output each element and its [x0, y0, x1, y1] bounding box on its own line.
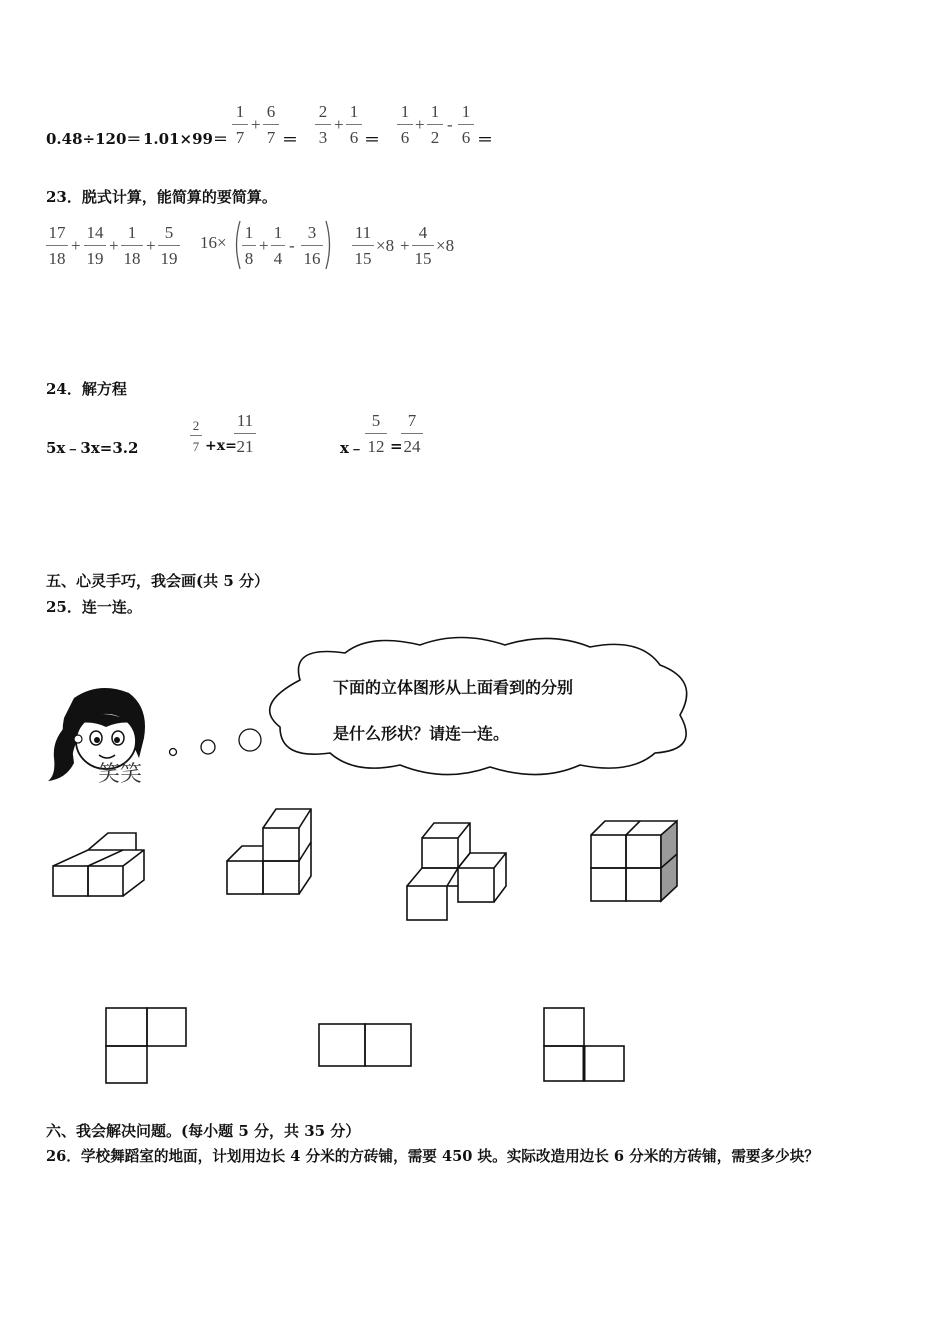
solid-figure-4 [588, 818, 688, 908]
bubble-text-line-1: 下面的立体图形从上面看到的分别 [333, 678, 574, 697]
fraction: 11 15 [352, 223, 374, 269]
q23-title: 23．脱式计算，能简算的要简算。 [46, 188, 277, 206]
multiplier: 16× [200, 233, 227, 252]
fraction: 5 12 [365, 411, 387, 457]
top-view-2 [316, 1021, 416, 1071]
top-view-1 [103, 1005, 193, 1090]
fraction: 11 21 [234, 411, 256, 457]
q22-item-1: 0.48÷120＝ [46, 130, 142, 148]
section-6-heading: 六、我会解决问题。(每小题 5 分，共 35 分） [46, 1122, 361, 1140]
fraction: 1 6 [397, 102, 413, 148]
equals: = [390, 437, 403, 455]
right-paren [324, 220, 334, 270]
fraction: 7 24 [401, 411, 423, 457]
bubble-text-line-2: 是什么形状？请连一连。 [333, 724, 510, 743]
operator: + [109, 236, 119, 255]
operator: - [289, 236, 295, 255]
operator: + [259, 236, 269, 255]
operator: + [400, 236, 410, 255]
left-paren [232, 220, 242, 270]
equation-lead: x﹣ [340, 439, 364, 457]
fraction: 1 6 [458, 102, 474, 148]
solid-figure-2 [224, 806, 324, 896]
fraction: 17 18 [46, 223, 68, 269]
fraction: 3 16 [301, 223, 323, 269]
q25-title: 25．连一连。 [46, 598, 142, 616]
fraction: 1 7 [232, 102, 248, 148]
thought-cloud [260, 635, 700, 780]
solid-figure-1 [50, 830, 150, 900]
solid-figure-3 [404, 820, 524, 930]
fraction: 4 15 [412, 223, 434, 269]
top-view-3 [541, 1005, 631, 1090]
fraction: 2 3 [315, 102, 331, 148]
thought-bubbles [165, 725, 265, 765]
fraction: 1 6 [346, 102, 362, 148]
q24-title: 24．解方程 [46, 380, 127, 398]
fraction: 1 4 [271, 223, 285, 269]
fraction: 1 8 [242, 223, 256, 269]
multiplier: ×8 [436, 236, 455, 255]
operator: + [415, 115, 425, 134]
operator: + [71, 236, 81, 255]
fraction: 5 19 [158, 223, 180, 269]
fraction: 14 19 [84, 223, 106, 269]
equation-middle: +x= [205, 438, 237, 454]
fraction: 1 2 [427, 102, 443, 148]
fraction: 6 7 [263, 102, 279, 148]
fraction: 2 7 [190, 418, 202, 454]
section-5-heading: 五、心灵手巧，我会画(共 5 分） [46, 572, 269, 590]
operator: + [251, 115, 261, 134]
q24-equation-1: 5x﹣3x=3.2 [46, 439, 139, 457]
operator: - [447, 115, 453, 134]
q22-item-2: 1.01×99＝ [143, 130, 228, 148]
operator: + [146, 236, 156, 255]
equals: ＝ [282, 130, 299, 149]
equals: ＝ [477, 130, 494, 149]
multiplier: ×8 [376, 236, 395, 255]
operator: + [334, 115, 344, 134]
fraction: 1 18 [121, 223, 143, 269]
character-name: 笑笑 [98, 762, 143, 787]
equals: ＝ [364, 130, 381, 149]
q26-text: 26．学校舞蹈室的地面，计划用边长 4 分米的方砖铺，需要 450 块。实际改造用边长 6 分米的方砖铺，需要多少块？ [46, 1148, 819, 1165]
